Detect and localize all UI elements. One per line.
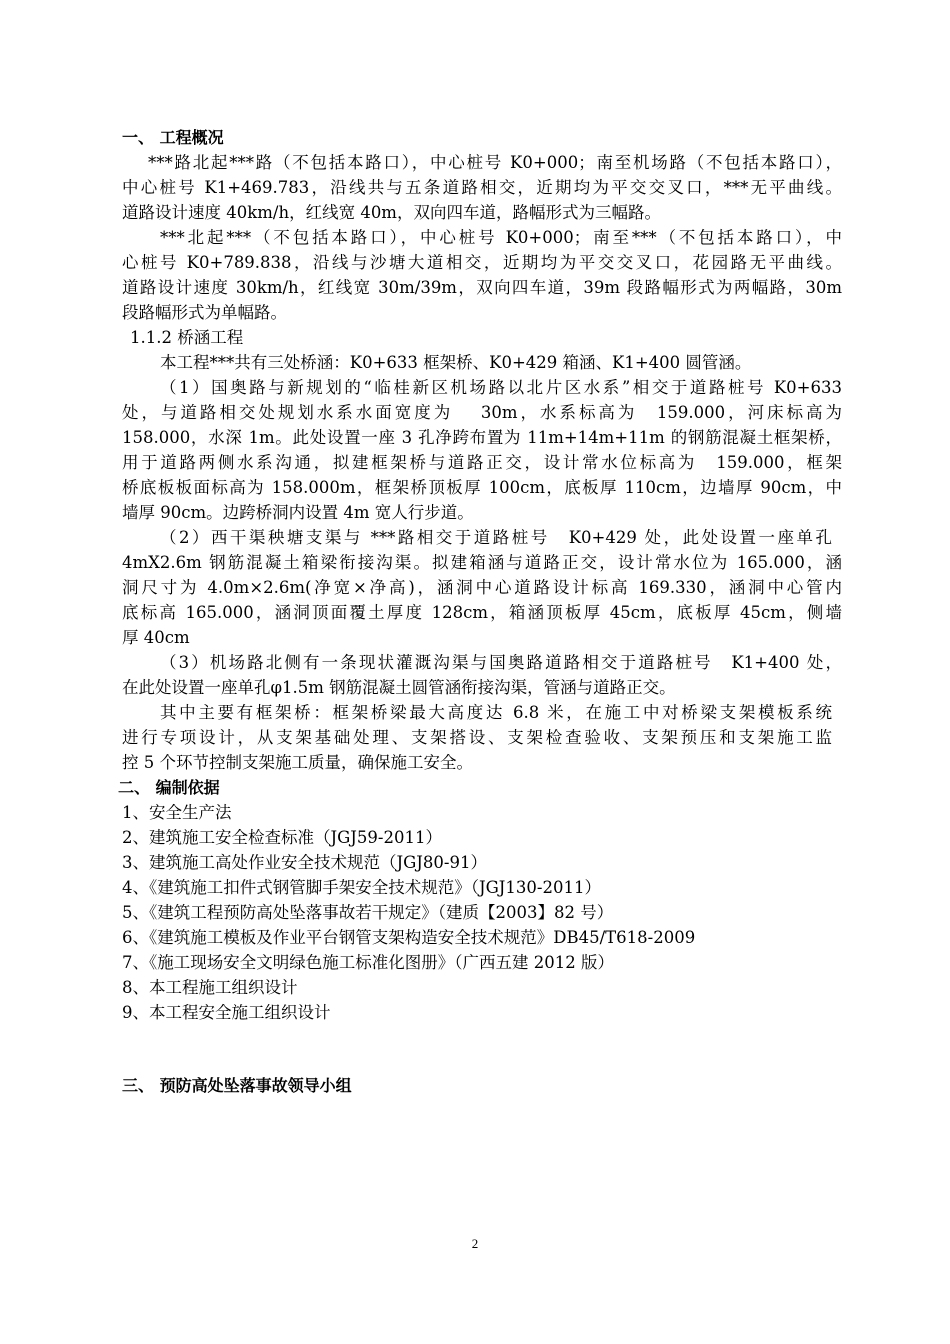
paragraph-line: （3）机场路北侧有一条现状灌溉沟渠与国奥路道路相交于道路桩号 K1+400 处， (160, 653, 842, 672)
paragraph-line: （2）西干渠秧塘支渠与 ***路相交于道路桩号 K0+429 处，此处设置一座单孔 (160, 528, 832, 547)
paragraph-line: （1）国奥路与新规划的“临桂新区机场路以北片区水系”相交于道路桩号 K0+633 (160, 378, 842, 397)
paragraph-line: 厚 40cm (122, 628, 190, 647)
paragraph-line: 4mX2.6m 钢筋混凝土箱梁衔接沟渠。拟建箱涵与道路正交，设计常水位为 165.000，涵 (122, 553, 842, 572)
paragraph-line: 洞尺寸为 4.0m×2.6m(净宽×净高)，涵洞中心道路设计标高 169.330，涵洞中心管内 (122, 578, 842, 597)
paragraph-line: 158.000，水深 1m。此处设置一座 3 孔净跨布置为 11m+14m+11m 的钢筋混凝土框架桥， (122, 428, 842, 447)
paragraph-line: 处，与道路相交处规划水系水面宽度为 30m，水系标高为 159.000，河床标高为 (122, 403, 842, 422)
paragraph-line: 桥底板板面标高为 158.000m，框架桥顶板厚 100cm，底板厚 110cm，边墙厚 90cm，中 (122, 478, 842, 497)
paragraph-line: 墙厚 90cm。边跨桥洞内设置 4m 宽人行步道。 (122, 503, 474, 522)
paragraph-line: 中心桩号 K1+469.783，沿线共与五条道路相交，近期均为平交交叉口，***无平曲线。 (122, 178, 842, 197)
paragraph-line: 底标高 165.000，涵洞顶面覆土厚度 128cm，箱涵顶板厚 45cm，底板厚 45cm，侧墙 (122, 603, 842, 622)
section-1-heading: 一、 工程概况 (122, 128, 224, 147)
paragraph-line: 段路幅形式为单幅路。 (122, 303, 287, 322)
paragraph-line: 在此处设置一座单孔φ1.5m 钢筋混凝土圆管涵衔接沟渠，管涵与道路正交。 (122, 678, 676, 697)
list-item: 9、本工程安全施工组织设计 (122, 1003, 331, 1022)
list-item: 2、建筑施工安全检查标准（JGJ59-2011） (122, 828, 442, 847)
paragraph-line: 进行专项设计，从支架基础处理、支架搭设、支架检查验收、支架预压和支架施工监 (122, 728, 832, 747)
section-3-heading: 三、 预防高处坠落事故领导小组 (122, 1076, 352, 1095)
list-item: 4、《建筑施工扣件式钢管脚手架安全技术规范》（JGJ130-2011） (122, 878, 601, 897)
paragraph-line: 本工程***共有三处桥涵：K0+633 框架桥、K0+429 箱涵、K1+400 圆管涵。 (160, 353, 752, 372)
paragraph-line: ***路北起***路（不包括本路口），中心桩号 K0+000；南至机场路（不包括本路口）， (148, 153, 842, 172)
list-item: 7、《施工现场安全文明绿色施工标准化图册》（广西五建 2012 版） (122, 953, 614, 972)
list-item: 3、建筑施工高处作业安全技术规范（JGJ80-91） (122, 853, 487, 872)
page-number: 2 (471, 1236, 479, 1251)
paragraph-line: 心桩号 K0+789.838，沿线与沙塘大道相交，近期均为平交交叉口，花园路无平曲线。 (122, 253, 842, 272)
list-item: 8、本工程施工组织设计 (122, 978, 298, 997)
list-item: 5、《建筑工程预防高处坠落事故若干规定》（建质【2003】82 号） (122, 903, 614, 922)
list-item: 1、安全生产法 (122, 803, 232, 822)
paragraph-line: 控 5 个环节控制支架施工质量，确保施工安全。 (122, 753, 473, 772)
paragraph-line: 其中主要有框架桥：框架桥梁最大高度达 6.8 米，在施工中对桥梁支架模板系统 (160, 703, 832, 722)
list-item: 6、《建筑施工模板及作业平台钢管支架构造安全技术规范》DB45/T618-2009 (122, 928, 696, 947)
sub-heading: 1.1.2 桥涵工程 (130, 328, 244, 347)
paragraph-line: ***北起***（不包括本路口），中心桩号 K0+000；南至***（不包括本路口），中 (160, 228, 842, 247)
paragraph-line: 道路设计速度 40km/h，红线宽 40m，双向四车道，路幅形式为三幅路。 (122, 203, 661, 222)
paragraph-line: 道路设计速度 30km/h，红线宽 30m/39m，双向四车道，39m 段路幅形式为两幅路，30m (122, 278, 842, 297)
paragraph-line: 用于道路两侧水系沟通，拟建框架桥与道路正交，设计常水位标高为 159.000，框架 (122, 453, 842, 472)
section-2-heading: 二、 编制依据 (118, 778, 220, 797)
